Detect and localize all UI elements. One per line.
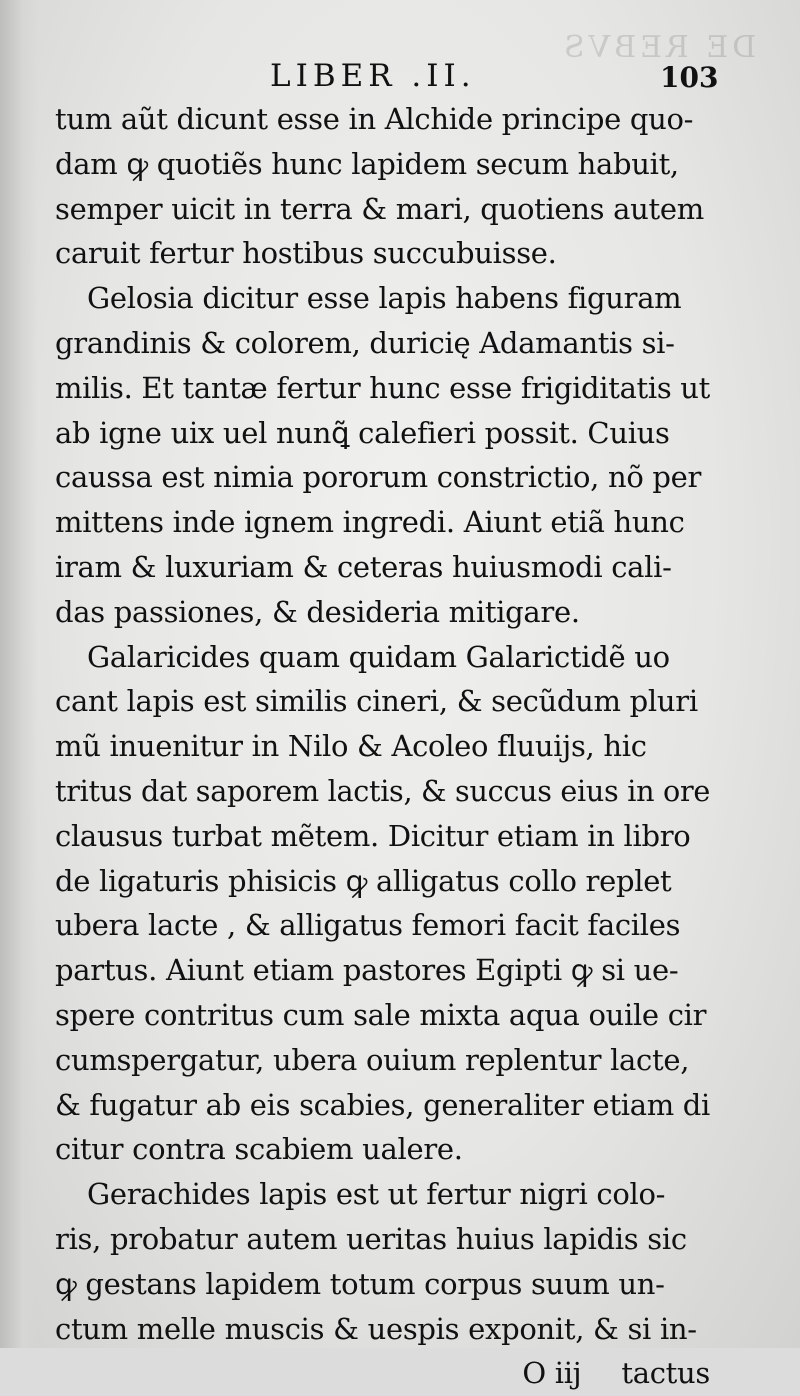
text-line: tum aũt dicunt esse in Alchide principe quo- <box>55 102 694 136</box>
text-block <box>55 97 710 1396</box>
text-line: ris, probatur autem ueritas huius lapidis sic <box>55 1221 687 1256</box>
text-line: milis. Et tantæ fertur hunc esse frigiditatis ut <box>55 370 711 405</box>
signature-mark: O iij <box>522 1356 582 1391</box>
page-number: 103 <box>660 61 719 94</box>
text-line: clausus turbat mẽtem. Dicitur etiam in libro <box>55 818 691 853</box>
text-line: grandinis & colorem, duricię Adamantis si- <box>55 325 675 360</box>
text-line: mittens inde ignem ingredi. Aiunt etiã hunc <box>55 505 685 540</box>
text-line: ubera lacte , & alligatus femori facit faciles <box>55 908 681 943</box>
text-line: citur contra scabiem ualere. <box>55 1132 463 1167</box>
text-line: Galaricides quam quidam Galarictidẽ uo <box>87 639 670 674</box>
footer-line <box>55 1351 710 1396</box>
text-line: tritus dat saporem lactis, & succus eius in ore <box>55 773 711 808</box>
text-line: spere contritus cum sale mixta aqua ouile cir <box>55 997 707 1032</box>
bleed-through-text: DE REBVS <box>560 30 757 65</box>
text-line: dam ꝙ quotiẽs hunc lapidem secum habuit, <box>55 146 679 181</box>
text-line: cumspergatur, ubera ouium replentur lacte, <box>55 1042 690 1077</box>
text-line: ctum melle muscis & uespis exponit, & si in- <box>55 1311 697 1346</box>
text-line: de ligaturis phisicis ꝙ alligatus collo replet <box>55 863 672 898</box>
text-line: mũ inuenitur in Nilo & Acoleo fluuijs, hic <box>55 729 647 764</box>
text-line: Gelosia dicitur esse lapis habens figuram <box>87 281 682 316</box>
catchword: tactus <box>621 1356 710 1391</box>
text-line: semper uicit in terra & mari, quotiens autem <box>55 191 704 226</box>
text-line: ab igne uix uel nunꝗ̃ calefieri possit. Cuius <box>55 415 670 450</box>
text-line: ꝙ gestans lapidem totum corpus suum un- <box>55 1266 665 1301</box>
text-line: das passiones, & desideria mitigare. <box>55 594 580 629</box>
text-line: iram & luxuriam & ceteras huiusmodi cali- <box>55 549 672 584</box>
text-line: & fugatur ab eis scabies, generaliter etiam di <box>55 1087 711 1122</box>
running-head: LIBER .II. <box>270 58 476 94</box>
text-line: Gerachides lapis est ut fertur nigri colo- <box>87 1177 666 1212</box>
text-line: cant lapis est similis cineri, & secũdum pluri <box>55 684 698 719</box>
text-line: partus. Aiunt etiam pastores Egipti ꝙ si ue- <box>55 953 679 988</box>
text-line: caussa est nimia pororum constrictio, nõ per <box>55 460 702 495</box>
gutter-shadow <box>0 0 38 1348</box>
text-line: caruit fertur hostibus succubuisse. <box>55 236 557 271</box>
